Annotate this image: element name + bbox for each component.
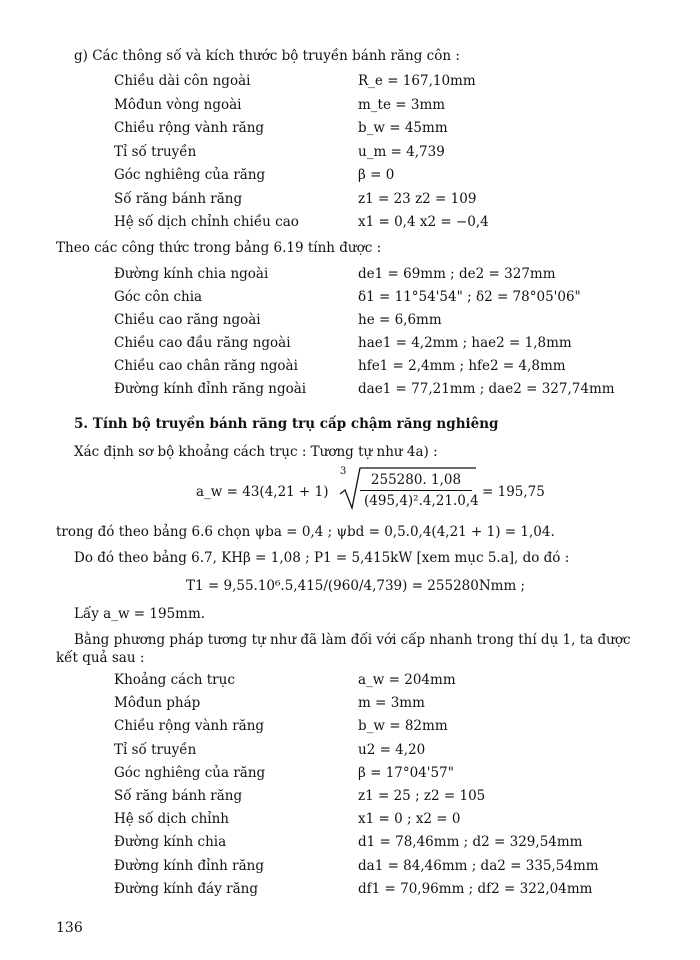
parameter-value: de1 = 69mm ; de2 = 327mm [358,266,556,282]
parameter-label: Đường kính đỉnh răng [114,857,265,874]
take-line: Lấy a_w = 195mm. [74,606,206,622]
prelim-line: Xác định sơ bộ khoảng cách trục : Tương tự như 4a) : [74,444,438,460]
parameter-row [114,381,674,401]
parameter-row [114,191,674,211]
parameter-value: R_e = 167,10mm [358,73,476,89]
formula-denominator: (495,4)².4,21.0,4 [364,493,479,509]
parameter-value: u2 = 4,20 [358,741,426,758]
parameter-row [114,672,674,692]
parameter-label: Chiều dài côn ngoài [114,73,251,89]
parameter-row [114,811,674,831]
parameter-row [114,788,674,808]
method-line-2: kết quả sau : [56,650,145,666]
parameter-row [114,695,674,715]
parameter-row [114,289,674,309]
formula-numerator: 255280. 1,08 [370,472,462,488]
parameter-value: b_w = 45mm [358,120,448,136]
parameter-row [114,718,674,738]
parameter-label: Số răng bánh răng [114,788,243,804]
parameter-label: Chiều cao chân răng ngoài [114,358,298,374]
fraction-bar [360,490,472,491]
parameter-label: Đường kính đỉnh răng ngoài [114,381,307,397]
method-line-1: Bằng phương pháp tương tự như đã làm đối với cấp nhanh trong thí dụ 1, ta được [74,632,631,648]
parameter-label: Môđun pháp [114,695,201,712]
parameter-value: d1 = 78,46mm ; d2 = 329,54mm [358,834,583,851]
parameter-row [114,312,674,332]
parameter-value: z1 = 25 ; z2 = 105 [358,788,486,804]
parameter-label: Góc nghiêng của răng [114,764,266,781]
parameter-value: x1 = 0 ; x2 = 0 [358,811,461,828]
section-g-heading: g) Các thông số và kích thước bộ truyền bánh răng côn : [74,48,460,64]
parameter-row [114,858,674,878]
parameter-value: β = 17°04'57" [358,764,454,781]
parameter-value: a_w = 204mm [358,672,456,688]
parameter-label: Môđun vòng ngoài [114,96,242,113]
table-6-7-line: Do đó theo bảng 6.7, KHβ = 1,08 ; P1 = 5,415kW [xem mục 5.a], do đó : [74,550,570,566]
parameter-value: u_m = 4,739 [358,143,445,160]
parameter-value: z1 = 23 z2 = 109 [358,190,477,207]
parameter-row [114,266,674,286]
parameter-value: da1 = 84,46mm ; da2 = 335,54mm [358,857,599,874]
parameter-row [114,97,674,117]
formula-lhs: a_w = 43(4,21 + 1) [196,484,329,500]
parameter-label: Đường kính chia [114,834,227,851]
parameter-label: Đường kính chia ngoài [114,266,269,282]
formula-root-index: 3 [340,466,347,477]
parameter-value: df1 = 70,96mm ; df2 = 322,04mm [358,880,593,897]
parameter-value: hae1 = 4,2mm ; hae2 = 1,8mm [358,335,572,351]
parameter-label: Chiều rộng vành răng [114,120,265,136]
parameter-value: he = 6,6mm [358,312,442,328]
parameter-row [114,214,674,234]
parameter-label: Chiều cao đầu răng ngoài [114,335,291,351]
parameter-label: Hệ số dịch chỉnh [114,811,230,828]
parameter-label: Tỉ số truyền [114,741,197,758]
parameter-value: m_te = 3mm [358,96,446,113]
parameter-row [114,144,674,164]
parameter-label: Đường kính đáy răng [114,880,258,897]
parameter-value: hfe1 = 2,4mm ; hfe2 = 4,8mm [358,358,566,374]
parameter-row [114,742,674,762]
parameter-value: x1 = 0,4 x2 = −0,4 [358,214,489,230]
parameter-value: dae1 = 77,21mm ; dae2 = 327,74mm [358,381,615,397]
intro-table-6-19: Theo các công thức trong bảng 6.19 tính được : [56,240,382,256]
parameter-row [114,358,674,378]
parameter-row [114,73,674,93]
parameter-value: b_w = 82mm [358,718,448,735]
parameter-label: Tỉ số truyền [114,143,197,160]
parameter-row [114,167,674,187]
parameter-value: β = 0 [358,167,395,183]
parameter-row [114,881,674,901]
page-number: 136 [56,920,83,936]
section-5-heading: 5. Tính bộ truyền bánh răng trụ cấp chậm răng nghiêng [74,416,499,432]
parameter-row [114,120,674,140]
torque-line: T1 = 9,55.10⁶.5,415/(960/4,739) = 255280Nmm ; [186,578,526,594]
parameter-label: Góc nghiêng của răng [114,167,266,183]
formula-fraction [360,472,479,509]
parameter-row [114,834,674,854]
parameter-value: m = 3mm [358,695,425,712]
parameter-value: δ1 = 11°54'54" ; δ2 = 78°05'06" [358,289,581,305]
parameter-label: Hệ số dịch chỉnh chiều cao [114,214,299,230]
formula-result: = 195,75 [482,484,545,500]
parameter-row [114,765,674,785]
parameter-row [114,335,674,355]
parameter-label: Số răng bánh răng [114,190,243,207]
parameter-label: Góc côn chia [114,289,203,305]
where-line: trong đó theo bảng 6.6 chọn ψba = 0,4 ; ψbd = 0,5.0,4(4,21 + 1) = 1,04. [56,524,555,540]
parameter-label: Chiều cao răng ngoài [114,312,261,328]
parameter-label: Chiều rộng vành răng [114,718,265,735]
parameter-label: Khoảng cách trục [114,672,235,688]
